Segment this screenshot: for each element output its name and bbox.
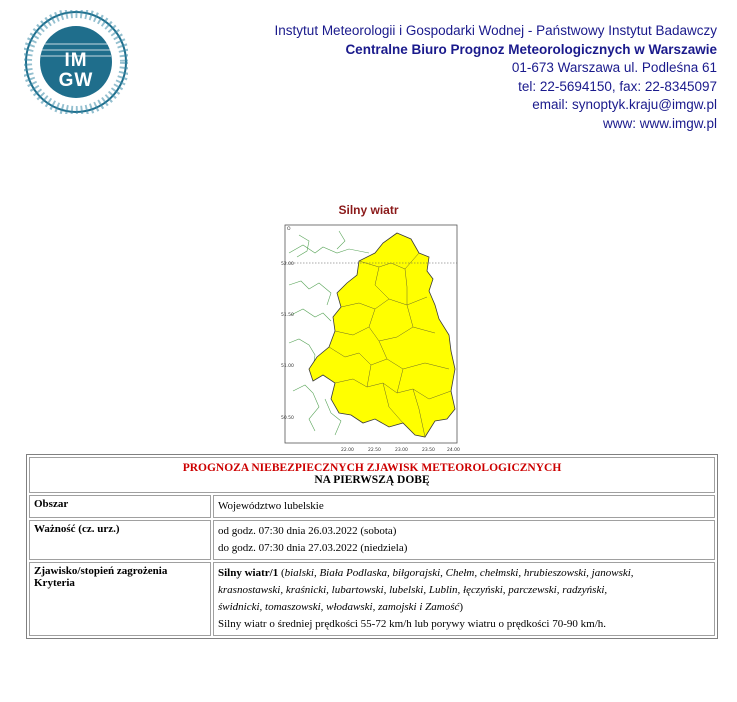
map-xtick: 23.00 [395,448,408,453]
phenomenon-label [29,562,211,636]
map-ytick: 50.50 [281,416,294,421]
phenomenon-line1 [218,565,710,582]
svg-text:GW: GW [58,70,94,91]
imgw-logo-graphic [24,10,128,114]
warning-map-svg [279,223,464,455]
phenomenon-value [213,562,715,636]
phenomenon-name: Silny wiatr/1 [218,567,279,579]
map-title: Silny wiatr [338,203,399,217]
phenomenon-label-line2: Kryteria [34,577,75,589]
map-ytick: 51.00 [281,364,294,369]
email: email: synoptyk.kraju@imgw.pl [532,97,717,113]
table-row-area [29,495,715,518]
table-row-phenomenon [29,562,715,636]
address: 01-673 Warszawa ul. Podleśna 61 [511,60,717,76]
districts-line2: krasnostawski, kraśnicki, lubartowski, lubelski, Lublin, łęczyński, parczewski, radzyński, [218,584,608,596]
phone-fax: tel: 22-5694150, fax: 22-8345097 [518,78,717,94]
map-xtick: 22.00 [341,448,354,453]
map-corner-label: O [287,227,291,232]
phenomenon-line2 [218,582,710,599]
imgw-logo [24,10,128,114]
bureau-name: Centralne Biuro Prognoz Meteorologicznych w Warszawie [345,41,717,57]
validity-label: Ważność (cz. urz.) [29,520,211,560]
area-value: Województwo lubelskie [213,495,715,518]
validity-value [213,520,715,560]
criteria-text: Silny wiatr o średniej prędkości 55-72 km/h lub porywy wiatru o prędkości 70-90 km/h. [218,618,606,630]
area-label: Obszar [29,495,211,518]
districts-line1: bialski, Biała Podlaska, biłgorajski, Chełm, chełmski, hrubieszowski, janowski, [284,567,634,579]
svg-text:IM: IM [64,50,88,71]
map-ytick: 51.50 [281,313,294,318]
institute-header [257,22,717,134]
table-title-cell [29,457,715,493]
map-ytick: 52.00 [281,262,294,267]
warning-table [26,454,718,639]
phenomenon-line3 [218,599,710,616]
map-xtick: 24.00 [447,448,460,453]
map-xtick: 23.50 [422,448,435,453]
website: www: www.imgw.pl [602,115,717,131]
map-xtick: 22.50 [368,448,381,453]
forecast-title: PROGNOZA NIEBEZPIECZNYCH ZJAWISK METEOROLOGICZNYCH [182,462,562,474]
table-row-validity [29,520,715,560]
warning-map [279,223,464,455]
table-title-row [29,457,715,493]
districts-line3: świdnicki, tomaszowski, włodawski, zamojski i Zamość [218,601,460,613]
forecast-subtitle: NA PIERWSZĄ DOBĘ [314,474,430,486]
institute-name: Instytut Meteorologii i Gospodarki Wodnej - Państwowy Instytut Badawczy [274,23,717,38]
phenomenon-close-paren: ) [459,601,464,613]
validity-from: od godz. 07:30 dnia 26.03.2022 (sobota) [218,525,397,537]
phenomenon-open-paren: ( [278,567,285,579]
phenomenon-label-line1: Zjawisko/stopień zagrożenia [34,565,168,577]
validity-to: do godz. 07:30 dnia 27.03.2022 (niedziela) [218,542,408,554]
